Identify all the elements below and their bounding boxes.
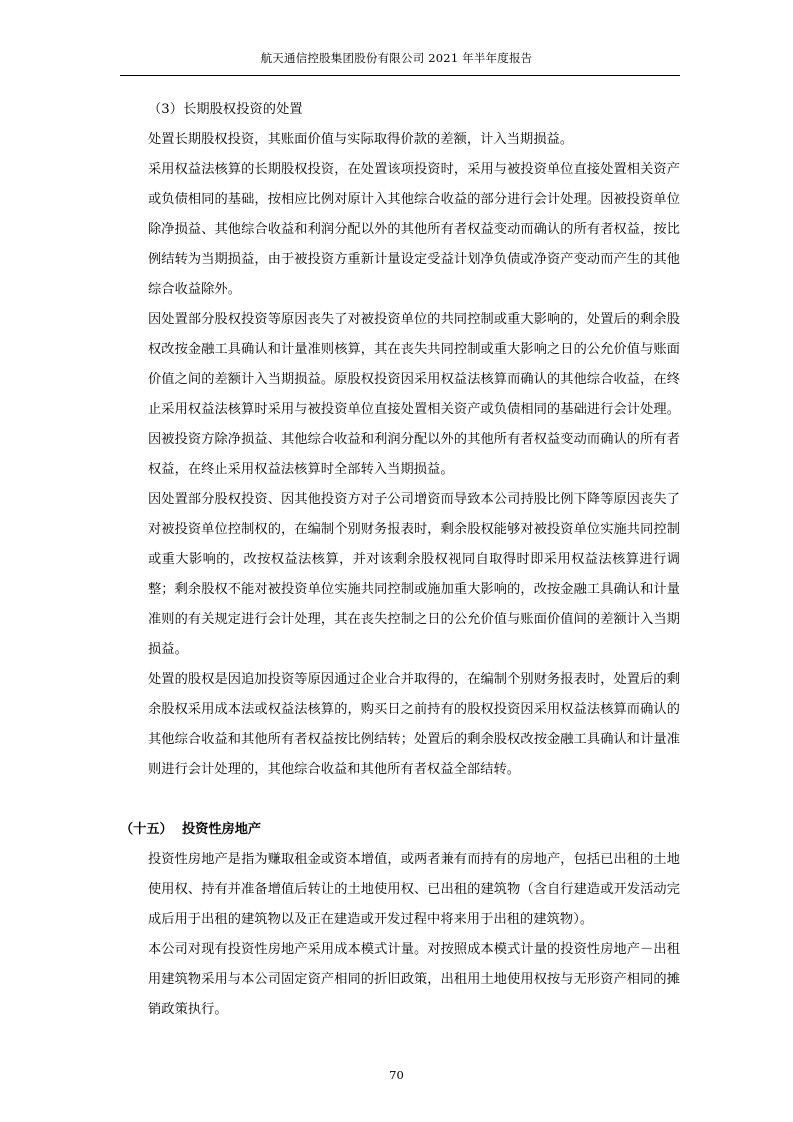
- paragraph-4: 因处置部分股权投资、因其他投资方对子公司增资而导致本公司持股比例下降等原因丧失了对被投资单位控制权的，在编制个别财务报表时，剩余股权能够对被投资单位实施共同控制或重大影响的，改按权益法核算，并对该剩余股权视同自取得时即采用权益法核算进行调整；剩余股权不能对被投资单位实施共同控制或施加重大影响的，改按金融工具确认和计量准则的有关规定进行会计处理，其在丧失控制之日的公允价值与账面价值间的差额计入当期损益。: [148, 492, 680, 657]
- header-divider: [120, 75, 680, 76]
- section-heading: [120, 815, 680, 845]
- section-spacer: [120, 785, 680, 815]
- subsection-heading: （3）长期股权投资的处置: [148, 102, 303, 117]
- paragraph-6: 投资性房地产是指为赚取租金或资本增值，或两者兼有而持有的房地产，包括已出租的土地使用权、持有并准备增值后转让的土地使用权、已出租的建筑物（含自行建造或开发活动完成后用于出租的建筑物以及正在建造或开发过程中将来用于出租的建筑物）。: [148, 852, 680, 927]
- page-content: [120, 95, 680, 1025]
- paragraph-5: 处置的股权是因追加投资等原因通过企业合并取得的，在编制个别财务报表时，处置后的剩余股权采用成本法或权益法核算的，购买日之前持有的股权投资因采用权益法核算而确认的其他综合收益和其他所有者权益按比例结转；处置后的剩余股权改按金融工具确认和计量准则进行会计处理的，其他综合收益和其他所有者权益全部结转。: [148, 672, 680, 777]
- paragraph-3: 因处置部分股权投资等原因丧失了对被投资单位的共同控制或重大影响的，处置后的剩余股权改按金融工具确认和计量准则核算，其在丧失共同控制或重大影响之日的公允价值与账面价值之间的差额计入当期损益。原股权投资因采用权益法核算而确认的其他综合收益，在终止采用权益法核算时采用与被投资单位直接处置相关资产或负债相同的基础进行会计处理。因被投资方除净损益、其他综合收益和利润分配以外的其他所有者权益变动而确认的所有者权益，在终止采用权益法核算时全部转入当期损益。: [148, 312, 680, 477]
- paragraph-7: 本公司对现有投资性房地产采用成本模式计量。对按照成本模式计量的投资性房地产－出租用建筑物采用与本公司固定资产相同的折旧政策，出租用土地使用权按与无形资产相同的摊销政策执行。: [148, 942, 680, 1017]
- paragraph-2: 采用权益法核算的长期股权投资，在处置该项投资时，采用与被投资单位直接处置相关资产或负债相同的基础，按相应比例对原计入其他综合收益的部分进行会计处理。因被投资单位除净损益、其他综合收益和利润分配以外的其他所有者权益变动而确认的所有者权益，按比例结转为当期损益，由于被投资方重新计量设定受益计划净负债或净资产变动而产生的其他综合收益除外。: [148, 162, 680, 297]
- section-title: 投资性房地产: [182, 822, 262, 837]
- paragraph-1: 处置长期股权投资，其账面价值与实际取得价款的差额，计入当期损益。: [148, 132, 574, 147]
- page-number: 70: [389, 1068, 404, 1082]
- page-header: 航天通信控股集团股份有限公司 2021 年半年度报告: [260, 51, 533, 65]
- section-number: （十五）: [120, 822, 173, 837]
